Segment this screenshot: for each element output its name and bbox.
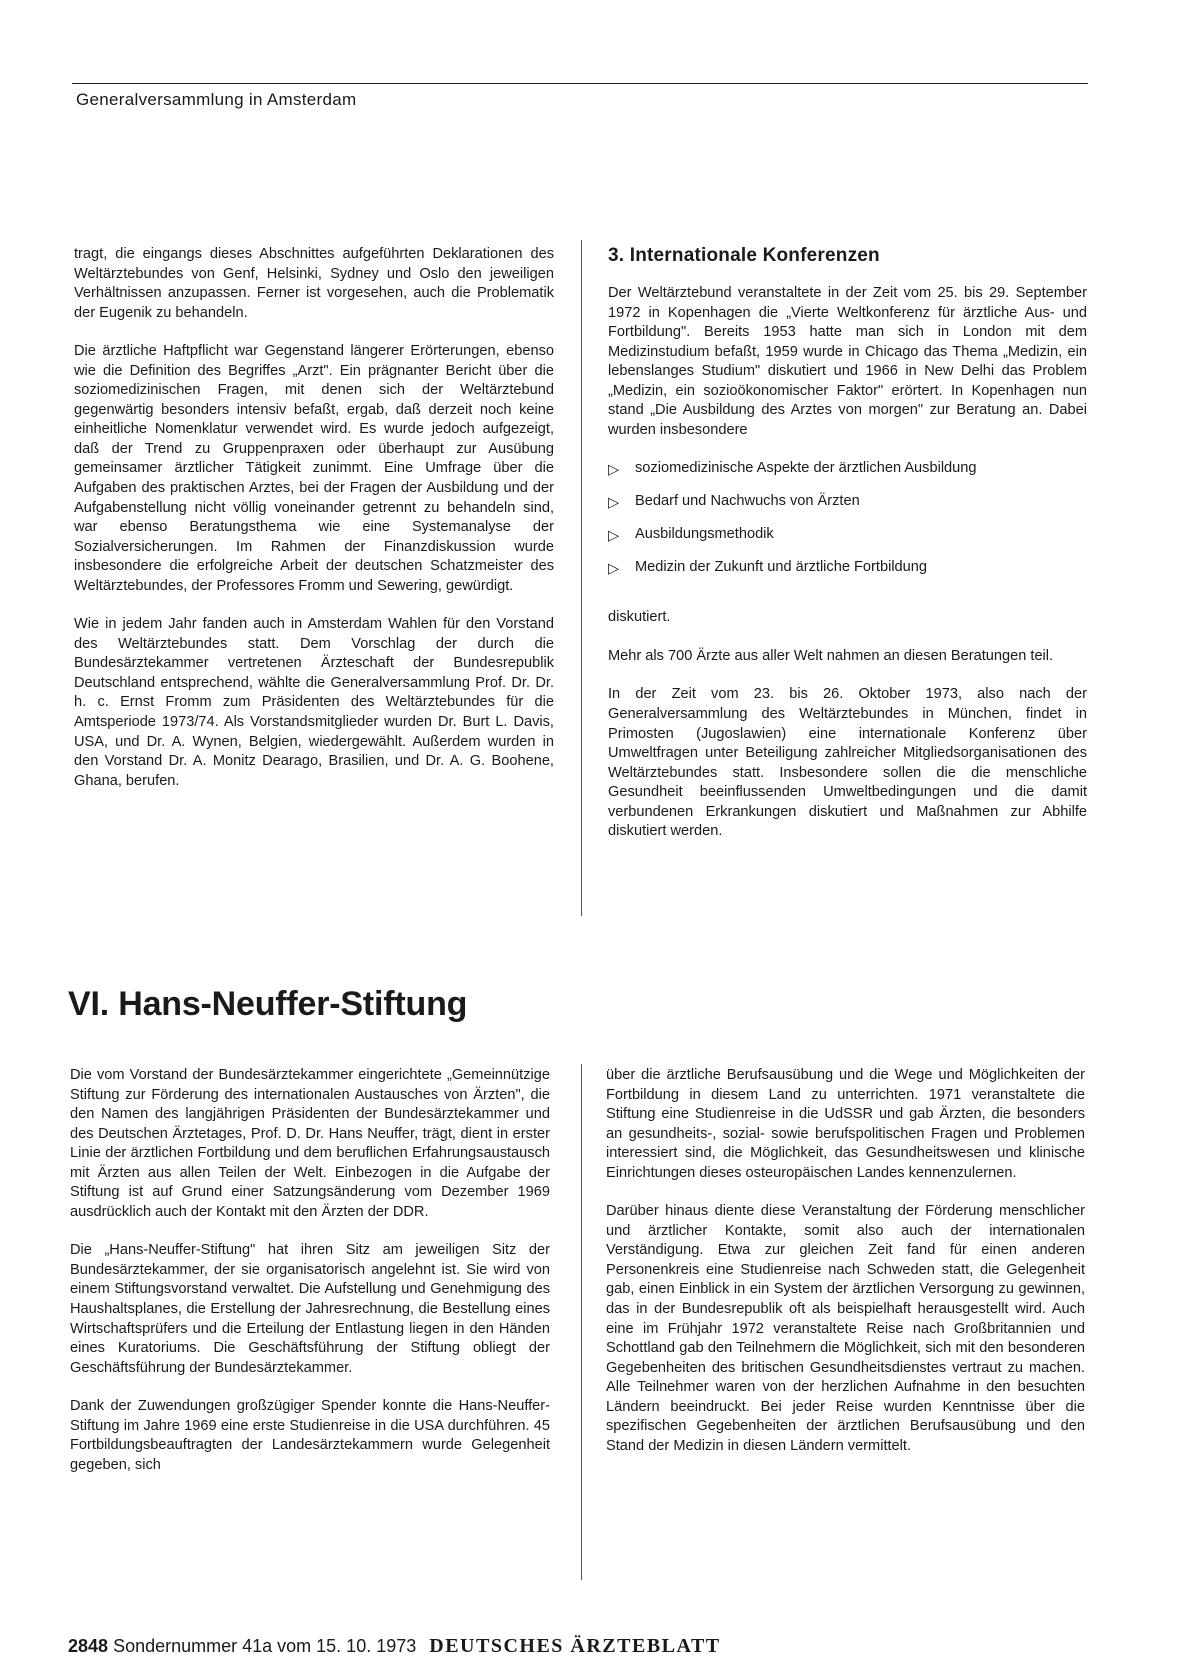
section-heading: 3. Internationale Konferenzen — [608, 245, 880, 266]
list-item-text: Bedarf und Nachwuchs von Ärzten — [635, 493, 860, 510]
triangle-bullet-icon: ▷ — [608, 462, 620, 479]
running-header: Generalversammlung in Amsterdam — [76, 90, 357, 109]
page-number: 2848 — [68, 1636, 109, 1656]
section2-left-column — [70, 1066, 550, 1475]
triangle-bullet-icon: ▷ — [608, 495, 620, 512]
triangle-bullet-icon: ▷ — [608, 561, 620, 578]
paragraph: Der Weltärztebund veranstaltete in der Zeit vom 25. bis 29. September 1972 in Kopenhagen die „Vierte Weltkonferenz für ärztliche Aus- und Fortbildung". Bereits 1953 hatte man sich in London mit dem Medizinstudium befaßt, 1959 wurde in Chicago das Thema „Medizin, ein lebenslanges Studium" diskutiert und 1966 in New Delhi das Problem „Medizin, ein sozioökonomischer Faktor" erörtert. In Kopenhagen nun stand „Die Ausbildung des Arztes von morgen" zur Beratung an. Dabei wurden insbesondere — [608, 285, 1087, 438]
paragraph: diskutiert. — [608, 609, 671, 626]
topic-list — [608, 459, 1087, 591]
header-rule — [72, 83, 1088, 84]
list-item-text: Medizin der Zukunft und ärztliche Fortbildung — [635, 559, 928, 576]
masthead: DEUTSCHES ÄRZTEBLATT — [429, 1635, 721, 1657]
paragraph: über die ärztliche Berufsausübung und die Wege und Möglichkeiten der Fortbildung in diesem Land zu unterrichten. 1971 veranstaltete die Stiftung eine Studienreise in die UdSSR und gab Ärzten, die besonders an gesundheits-, sozial- sowie berufspolitischen Fragen und Problemen interessiert sind, die Möglichkeit, das Gesundheitswesen und klinische Einrichtungen dieses osteuropäischen Landes kennenzulernen. — [606, 1067, 1085, 1181]
paragraph: Dank der Zuwendungen großzügiger Spender konnte die Hans-Neuffer-Stiftung im Jahre 1969 eine erste Studienreise in die USA durchführen. 45 Fortbildungsbeauftragten der Landesärztekammern wurde Gelegenheit gegeben, sich — [70, 1398, 550, 1473]
section1-left-column — [74, 245, 554, 791]
chapter-title: VI. Hans-Neuffer-Stiftung — [68, 985, 468, 1023]
paragraph: Die „Hans-Neuffer-Stiftung" hat ihren Sitz am jeweiligen Sitz der Bundesärztekammer, der sie organisatorisch angelehnt ist. Sie wird von einem Stiftungsvorstand verwaltet. Die Aufstellung und Genehmigung des Haushaltsplanes, die Erstellung der Jahresrechnung, die Bestellung eines Wirtschaftsprüfers und die Erteilung der Entlastung liegen in den Händen eines Kuratoriums. Die Geschäftsführung der Stiftung obliegt der Geschäftsführung der Bundesärztekammer. — [70, 1242, 550, 1376]
list-item-text: soziomedizinische Aspekte der ärztlichen Ausbildung — [635, 460, 977, 477]
section2-right-column — [606, 1066, 1085, 1456]
column-divider — [581, 240, 582, 916]
list-item — [608, 492, 1087, 525]
paragraph: Mehr als 700 Ärzte aus aller Welt nahmen an diesen Beratungen teil. — [608, 647, 1054, 664]
paragraph: tragt, die eingangs dieses Abschnittes aufgeführten Deklarationen des Weltärztebundes von Genf, Helsinki, Sydney und Oslo den jeweiligen Verhältnissen anzupassen. Ferner ist vorgesehen, auch die Problematik der Eugenik zu behandeln. — [74, 246, 554, 321]
paragraph: Die ärztliche Haftpflicht war Gegenstand längerer Erörterungen, ebenso wie die Definition des Begriffes „Arzt". Ein prägnanter Bericht über die soziomedizinischen Fragen, mit denen sich der Weltärztebund gegenwärtig besonders intensiv befaßt, ergab, daß derzeit noch keine einheitliche Nomenklatur verwendet wird. Es wurde jedoch aufgezeigt, daß der Trend zu Gruppenpraxen oder überhaupt zur Ausübung gemeinsamer ärztlicher Tätigkeit zunimmt. Eine Umfrage über die Aufgaben des praktischen Arztes, bei der Fragen der Ausbildung und der Aufgabenstellung nicht völlig voneinander getrennt zu behandeln sind, war ebenso Beratungsthema wie eine Systemanalyse der Sozialversicherungen. Im Rahmen der Finanzdiskussion wurde insbesondere die erfolgreiche Arbeit der deutschen Schatzmeister des Weltärztebundes, der Professores Fromm und Sewering, gewürdigt. — [74, 343, 554, 594]
triangle-bullet-icon: ▷ — [608, 528, 620, 545]
paragraph: Darüber hinaus diente diese Veranstaltung der Förderung menschlicher und ärztlicher Kontakte, somit also auch der internationalen Verständigung. Etwa zur gleichen Zeit fand für einen anderen Personenkreis eine Studienreise nach Schweden statt, die Gelegenheit gab, einen Einblick in ein System der ärztlichen Versorgung zu gewinnen, das in der Bundesrepublik oft als beispielhaft herausgestellt wird. Auch eine im Frühjahr 1972 veranstaltete Reise nach Großbritannien und Schottland gab den Teilnehmern die Möglichkeit, sich mit den besonderen Gegebenheiten des britischen Gesundheitsdienstes vertraut zu machen. Alle Teilnehmer waren von der herzlichen Aufnahme in den besuchten Ländern beeindruckt. Bei jeder Reise wurden Kenntnisse über die spezifischen Gegebenheiten der ärztlichen Berufsausübung und den Stand der Medizin in diesen Ländern vermittelt. — [606, 1203, 1085, 1454]
list-item-text: Ausbildungsmethodik — [635, 526, 774, 543]
issue-info: Sondernummer 41a vom 15. 10. 1973 — [113, 1636, 417, 1656]
paragraph: Die vom Vorstand der Bundesärztekammer eingerichtete „Gemeinnützige Stiftung zur Förderung des internationalen Austausches von Ärzten", die den Namen des langjährigen Präsidenten der Bundesärztekammer und des Deutschen Ärztetages, Prof. D. Dr. Hans Neuffer, trägt, dient in erster Linie der ärztlichen Fortbildung und dem beruflichen Erfahrungsaustausch mit Ärzten aus allen Teilen der Welt. Einbezogen in die Aufgabe der Stiftung ist auf Grund einer Satzungsänderung vom Dezember 1969 ausdrücklich auch der Kontakt mit den Ärzten der DDR. — [70, 1067, 550, 1220]
section1-right-column — [608, 244, 1087, 842]
list-item — [608, 525, 1087, 558]
paragraph: Wie in jedem Jahr fanden auch in Amsterdam Wahlen für den Vorstand des Weltärztebundes statt. Dem Vorschlag der durch die Bundesärztekammer vertretenen Ärzteschaft der Bundesrepublik Deutschland entsprechend, wählte die Generalversammlung Prof. Dr. Dr. h. c. Ernst Fromm zum Präsidenten des Weltärztebundes für die Amtsperiode 1973/74. Als Vorstandsmitglieder wurden Dr. Burt L. Davis, USA, und Dr. A. Wynen, Belgien, wiedergewählt. Außerdem wurden in den Vorstand Dr. A. Monitz Dearago, Brasilien, und Dr. A. G. Boohene, Ghana, berufen. — [74, 616, 554, 789]
paragraph: In der Zeit vom 23. bis 26. Oktober 1973, also nach der Generalversammlung des Weltärztebundes in München, findet in Primosten (Jugoslawien) eine internationale Konferenz über Umweltfragen unter Beteiligung zahlreicher Mitgliedsorganisationen des Weltärztebundes statt. Insbesondere sollen die die menschliche Gesundheit beeinflussenden Umweltbedingungen und die damit verbundenen Erkrankungen diskutiert und Maßnahmen zur Abhilfe diskutiert werden. — [608, 686, 1087, 840]
list-item — [608, 558, 1087, 591]
column-divider — [581, 1064, 582, 1580]
list-item — [608, 459, 1087, 492]
page-footer — [68, 1635, 721, 1658]
